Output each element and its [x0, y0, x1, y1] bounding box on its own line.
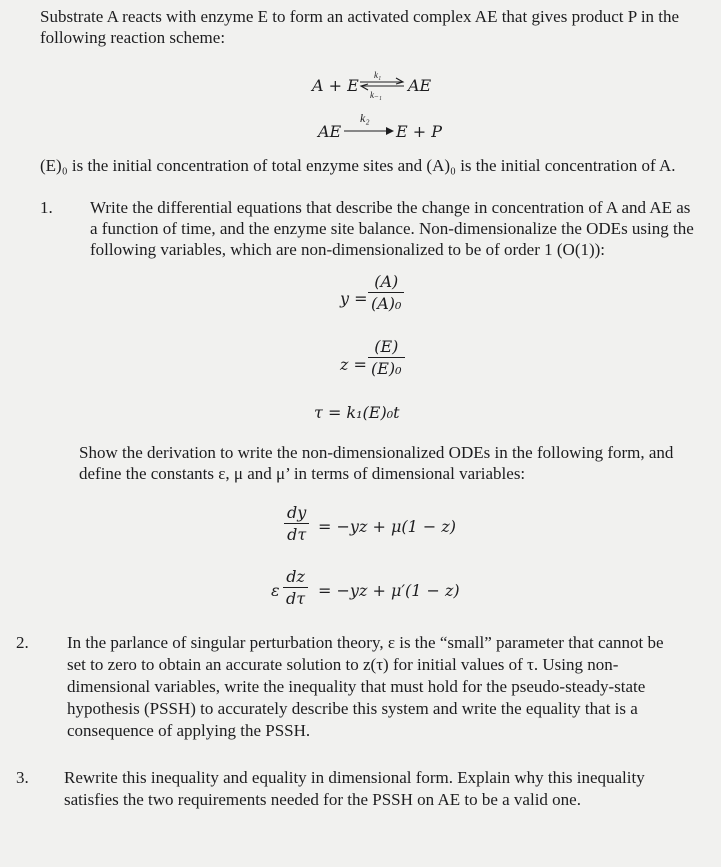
z-equation-lhs: z =	[340, 355, 367, 374]
q3-number: 3.	[16, 768, 29, 787]
tau-equation: τ = k₁(E)₀t	[314, 403, 400, 422]
ode-1-denominator: dτ	[284, 523, 309, 544]
q3-line-2: satisfies the two requirements needed for the PSSH on AE to be a valid one.	[64, 790, 581, 809]
q2-line-1: In the parlance of singular perturbation theory, ε is the “small” parameter that cannot be	[67, 633, 664, 652]
z-denominator: (E)₀	[368, 357, 405, 378]
ode-2-derivative	[283, 567, 308, 608]
q2-line-5: consequence of applying the PSSH.	[67, 721, 311, 740]
equilibrium-arrows	[358, 72, 408, 98]
q1-line-1: Write the differential equations that describe the change in concentration of A and AE as	[90, 198, 691, 217]
q1-line-2: a function of time, and the enzyme site balance. Non-dimensionalize the ODEs using the	[90, 219, 694, 238]
y-equation-lhs: y =	[340, 289, 368, 308]
y-numerator: (A)	[374, 272, 399, 291]
z-numerator: (E)	[374, 337, 399, 356]
q2-line-4: hypothesis (PSSH) to accurately describe this system and write the equality that is a	[67, 699, 638, 718]
q3-line-1: Rewrite this inequality and equality in dimensional form. Explain why this inequality	[64, 768, 645, 787]
ode-1-numerator: dy	[287, 503, 307, 522]
ode-2-denominator: dτ	[283, 587, 308, 608]
reaction-2-k: k₂	[360, 111, 370, 125]
ode-2-numerator: dz	[286, 567, 305, 586]
reaction-2-left: AE	[318, 122, 342, 141]
q2-line-2: set to zero to obtain an accurate solution to z(τ) for initial values of τ. Using non-	[67, 655, 619, 674]
z-fraction	[368, 337, 405, 378]
reaction-1-left: A + E	[312, 76, 359, 95]
reaction-1-k-reverse: k₋₁	[370, 90, 382, 100]
ode-2-epsilon: ε	[271, 581, 280, 600]
reaction-1-right: AE	[408, 76, 432, 95]
ode-2-rhs: = −yz + μ′(1 − z)	[318, 581, 460, 600]
q2-line-3: dimensional variables, write the inequality that must hold for the pseudo-steady-state	[67, 677, 646, 696]
forward-arrow	[344, 124, 396, 138]
y-fraction	[368, 272, 404, 313]
intro-line-1: Substrate A reacts with enzyme E to form an activated complex AE that gives product P in the	[40, 7, 680, 26]
y-denominator: (A)₀	[368, 292, 404, 313]
ode-1-derivative	[284, 503, 309, 544]
reaction-1-k-forward: k₁	[374, 70, 382, 80]
ode-1-rhs: = −yz + μ(1 − z)	[318, 517, 457, 536]
intro-line-2: following reaction scheme:	[40, 28, 226, 47]
q1-number: 1.	[40, 198, 53, 217]
reaction-2-right: E + P	[396, 122, 443, 141]
q1-show-line-1: Show the derivation to write the non-dimensionalized ODEs in the following form, and	[79, 443, 674, 462]
q1-show-line-2: define the constants ε, μ and μ’ in terms of dimensional variables:	[79, 464, 526, 483]
q1-line-3: following variables, which are non-dimensionalized to be of order 1 (O(1)):	[90, 240, 606, 259]
definition-line: (E)₀ is the initial concentration of total enzyme sites and (A)₀ is the initial concentration of A.	[40, 156, 676, 175]
q2-number: 2.	[16, 633, 29, 652]
